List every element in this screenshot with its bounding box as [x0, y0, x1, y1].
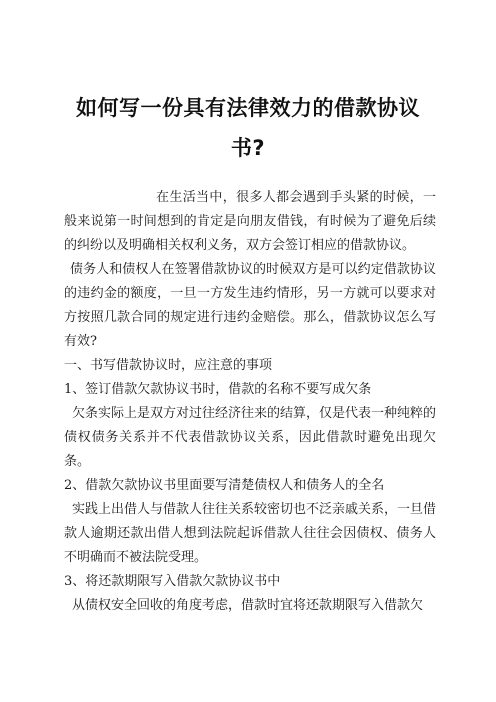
intro-paragraph: 在生活当中，很多人都会遇到手头紧的时候，一般来说第一时间想到的肯定是向朋友借钱，有时候为了避免后续的纠纷以及明确相关权利义务，双方会签订相应的借款协议。 [64, 190, 436, 253]
item-paragraph-3: 从债权安全回收的角度考虑，借款时宜将还款期限写入借款欠 [72, 598, 424, 613]
item-heading-1: 1、签订借款欠款协议书时，借款的名称不要写成欠条 [64, 382, 372, 397]
item-paragraph-2: 实践上出借人与借款人往往关系较密切也不泛亲戚关系，一旦借款人逾期还款出借人想到法院起诉借款人往往会因债权、债务人不明确而不被法院受理。 [64, 502, 437, 565]
item-heading-2: 2、借款欠款协议书里面要写清楚债权人和债务人的全名 [64, 478, 385, 493]
document-title: 如何写一份具有法律效力的借款协议书? [76, 96, 420, 160]
penalty-paragraph: 债务人和债权人在签署借款协议的时候双方是可以约定借款协议的违约金的额度，一旦一方发生违约情形，另一方就可以要求对方按照几款合同的规定进行违约金赔偿。那么，借款协议怎么写有效? [64, 262, 436, 349]
document-body [64, 186, 436, 618]
item-heading-3: 3、将还款期限写入借款欠款协议书中 [64, 574, 281, 589]
section-heading: 一、书写借款协议时，应注意的事项 [64, 358, 273, 373]
item-paragraph-1: 欠条实际上是双方对过往经济往来的结算，仅是代表一种纯粹的债权债务关系并不代表借款协议关系，因此借款时避免出现欠条。 [64, 406, 437, 469]
